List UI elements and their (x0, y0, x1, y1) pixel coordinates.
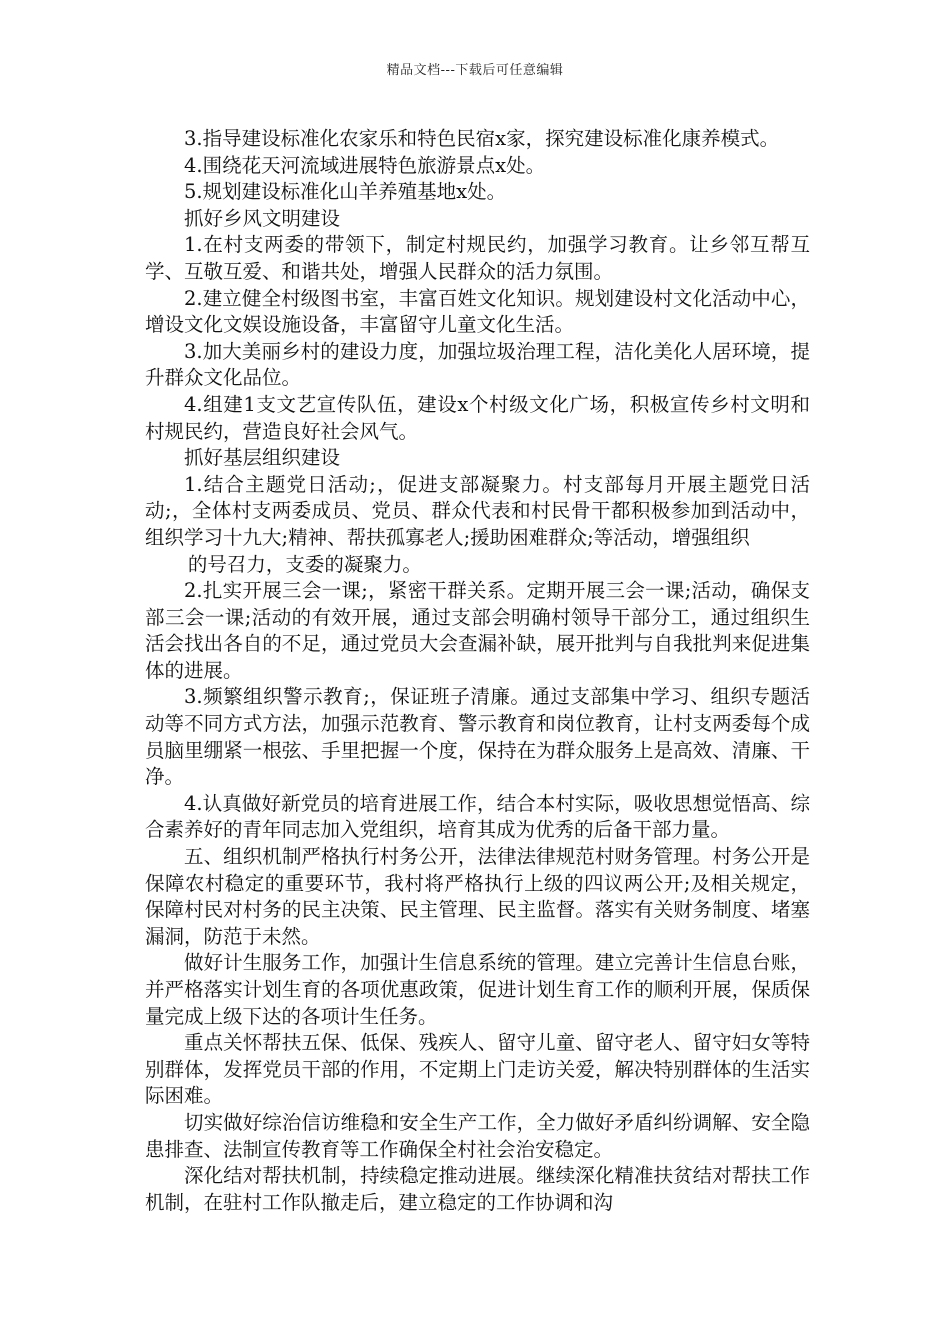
paragraph: 五、组织机制严格执行村务公开，法律法律规范村财务管理。村务公开是保障农村稳定的重要环节，我村将严格执行上级的四议两公开;及相关规定，保障村民对村务的民主决策、民主管理、民主监督。落实有关财务制度、堵塞漏洞，防范于未然。 (145, 845, 810, 948)
paragraph: 1.结合主题党日活动;，促进支部凝聚力。村支部每月开展主题党日活动;，全体村支两委成员、党员、群众代表和村民骨干都积极参加到活动中，组织学习十九大;精神、帮扶孤寡老人;援助困难群众;等活动，增强组织 (145, 472, 810, 549)
paragraph: 切实做好综治信访维稳和安全生产工作，全力做好矛盾纠纷调解、安全隐患排查、法制宣传教育等工作确保全村社会治安稳定。 (145, 1110, 810, 1161)
document-body (145, 126, 810, 1216)
section-heading: 抓好基层组织建设 (184, 446, 341, 470)
paragraph: 4.围绕花天河流域进展特色旅游景点x处。 (184, 153, 546, 177)
paragraph: 重点关怀帮扶五保、低保、残疾人、留守儿童、留守老人、留守妇女等特别群体，发挥党员干部的作用，不定期上门走访关爱，解决特别群体的生活实际困难。 (145, 1031, 810, 1108)
paragraph: 2.建立健全村级图书室，丰富百姓文化知识。规划建设村文化活动中心，增设文化文娱设施设备，丰富留守儿童文化生活。 (145, 286, 810, 337)
paragraph: 3.指导建设标准化农家乐和特色民宿x家，探究建设标准化康养模式。 (184, 127, 780, 150)
paragraph: 4.组建1支文艺宣传队伍，建设x个村级文化广场，积极宣传乡村文明和村规民约，营造良好社会风气。 (145, 392, 810, 443)
paragraph: 5.规划建设标准化山羊养殖基地x处。 (184, 180, 507, 204)
header-note: 精品文档---下载后可任意编辑 (386, 63, 564, 78)
paragraph: 深化结对帮扶机制，持续稳定推动进展。继续深化精准扶贫结对帮扶工作机制，在驻村工作队撤走后，建立稳定的工作协调和沟 (145, 1164, 810, 1214)
paragraph: 做好计生服务工作，加强计生信息系统的管理。建立完善计生信息台账，并严格落实计划生育的各项优惠政策，促进计划生育工作的顺利开展，保质保量完成上级下达的各项计生任务。 (145, 951, 810, 1028)
paragraph: 4.认真做好新党员的培育进展工作，结合本村实际，吸收思想觉悟高、综合素养好的青年同志加入党组织，培育其成为优秀的后备干部力量。 (145, 791, 810, 842)
paragraph: 3.频繁组织警示教育;，保证班子清廉。通过支部集中学习、组织专题活动等不同方式方法，加强示范教育、警示教育和岗位教育，让村支两委每个成员脑里绷紧一根弦、手里把握一个度，保持在为群众服务上是高效、清廉、干净。 (145, 685, 810, 789)
paragraph: 1.在村支两委的带领下，制定村规民约，加强学习教育。让乡邻互帮互学、互敬互爱、和谐共处，增强人民群众的活力氛围。 (145, 233, 810, 283)
section-heading: 抓好乡风文明建设 (184, 206, 341, 230)
paragraph-continuation: 的号召力，支委的凝聚力。 (187, 552, 422, 576)
paragraph: 2.扎实开展三会一课;，紧密干群关系。定期开展三会一课;活动，确保支部三会一课;活动的有效开展，通过支部会明确村领导干部分工，通过组织生活会找出各自的不足，通过党员大会查漏补缺，展开批判与自我批判来促进集体的进展。 (145, 579, 810, 682)
paragraph: 3.加大美丽乡村的建设力度，加强垃圾治理工程，洁化美化人居环境，提升群众文化品位。 (145, 339, 810, 390)
